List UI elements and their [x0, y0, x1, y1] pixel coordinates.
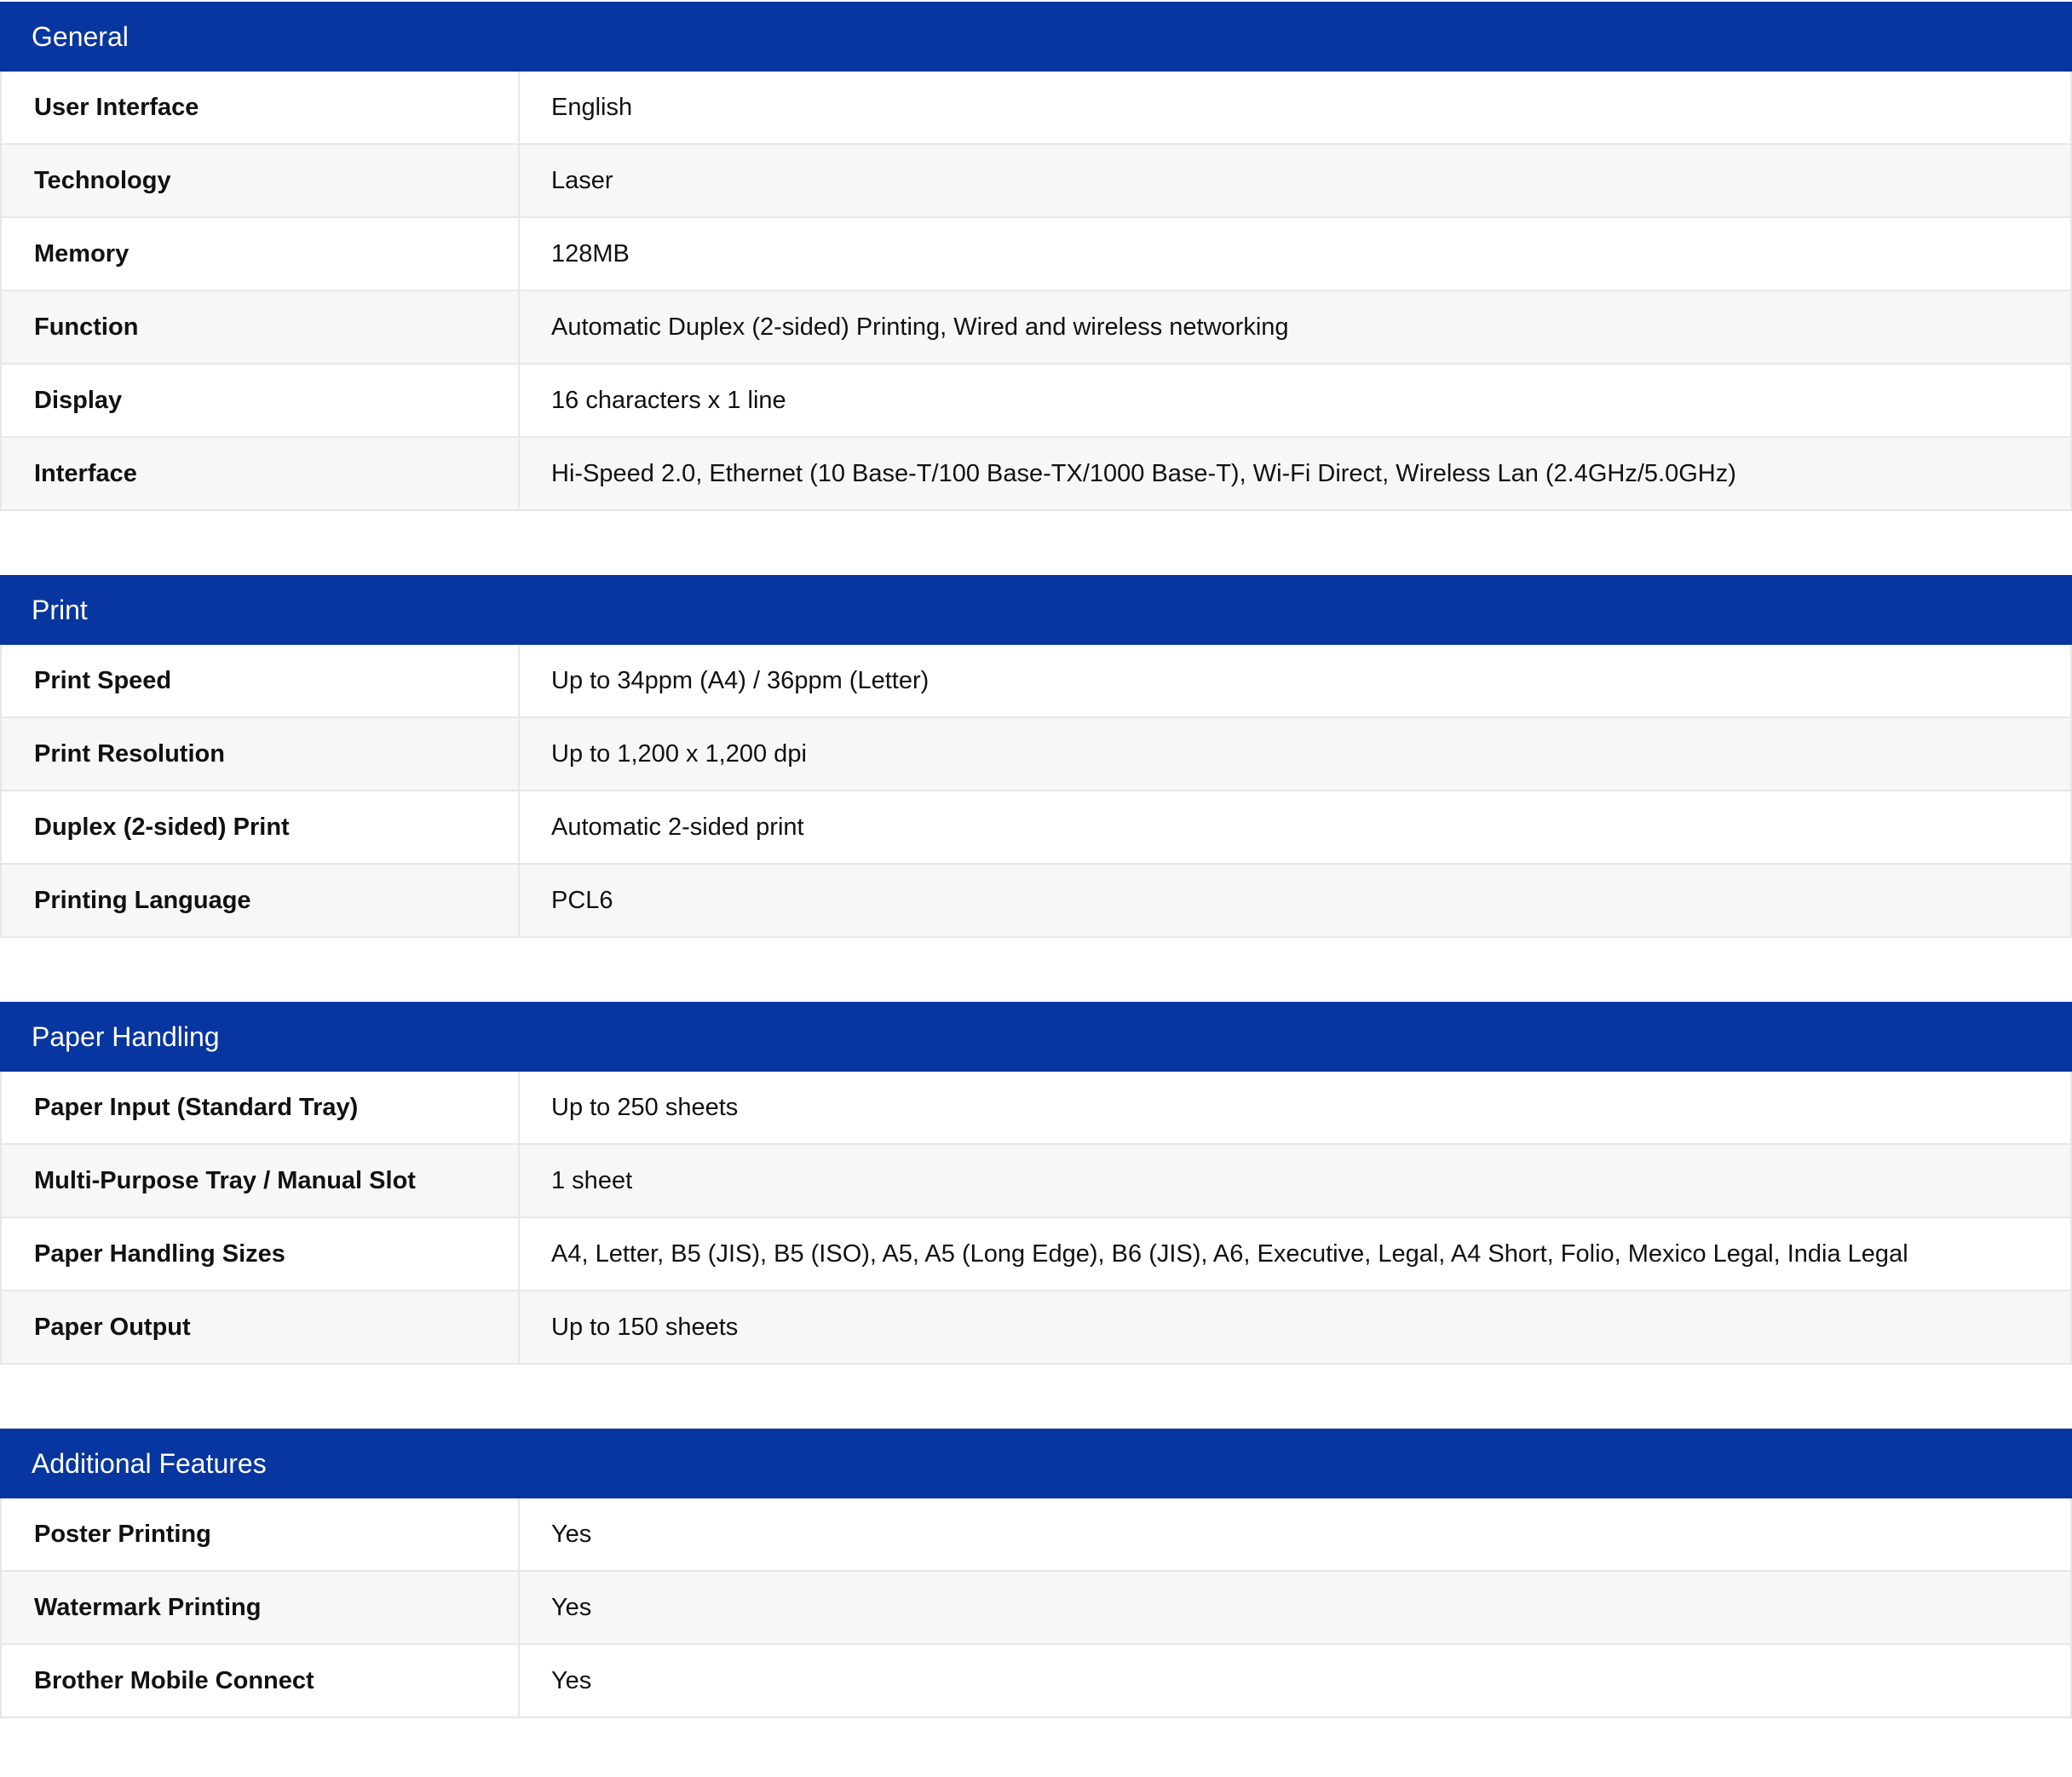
spec-value: 128MB	[551, 239, 630, 267]
spec-value: Up to 250 sheets	[551, 1093, 739, 1121]
spec-value: 1 sheet	[551, 1166, 633, 1194]
spec-table	[0, 645, 2072, 938]
spec-label: Poster Printing	[2, 1498, 520, 1570]
spec-value: 16 characters x 1 line	[551, 386, 786, 414]
spec-label: Memory	[2, 218, 520, 290]
spec-row	[2, 291, 2070, 365]
spec-value: English	[551, 93, 633, 121]
spec-row	[2, 791, 2070, 865]
spec-row	[2, 1218, 2070, 1291]
section-title: General	[0, 2, 2072, 72]
spec-row	[2, 438, 2070, 511]
spec-label: Duplex (2-sided) Print	[2, 791, 520, 863]
spec-label: Interface	[2, 438, 520, 509]
spec-row	[2, 645, 2070, 718]
spec-label: Paper Input (Standard Tray)	[2, 1072, 520, 1143]
spec-row	[2, 1498, 2070, 1572]
spec-value: Laser	[551, 166, 613, 194]
spec-label: Display	[2, 365, 520, 436]
spec-label: Technology	[2, 145, 520, 216]
spec-row	[2, 218, 2070, 291]
spec-row	[2, 1645, 2070, 1718]
spec-value: PCL6	[551, 886, 613, 914]
section-paper-handling	[0, 1002, 2072, 1365]
spec-label: Brother Mobile Connect	[2, 1645, 520, 1717]
spec-row	[2, 1291, 2070, 1365]
spec-value: Yes	[551, 1666, 592, 1694]
spec-row	[2, 365, 2070, 438]
spec-row	[2, 1572, 2070, 1645]
spec-row	[2, 865, 2070, 938]
spec-label: Print Speed	[2, 645, 520, 716]
spec-value: Yes	[551, 1593, 592, 1621]
section-general	[0, 2, 2072, 511]
spec-value: Automatic Duplex (2-sided) Printing, Wired and wireless networking	[551, 313, 1289, 341]
spec-value: Yes	[551, 1520, 592, 1548]
spec-label: Multi-Purpose Tray / Manual Slot	[2, 1145, 520, 1216]
spec-value: A4, Letter, B5 (JIS), B5 (ISO), A5, A5 (Long Edge), B6 (JIS), A6, Executive, Legal, A4 Short, Folio, Mexico Legal, India Legal	[551, 1239, 1908, 1268]
spec-row	[2, 1072, 2070, 1145]
section-print	[0, 575, 2072, 938]
spec-value: Up to 150 sheets	[551, 1313, 739, 1341]
section-additional-features	[0, 1429, 2072, 1718]
section-title: Print	[0, 575, 2072, 645]
section-title: Paper Handling	[0, 1002, 2072, 1072]
spec-label: Watermark Printing	[2, 1572, 520, 1643]
spec-label: User Interface	[2, 72, 520, 143]
spec-value: Up to 1,200 x 1,200 dpi	[551, 739, 807, 768]
spec-table	[0, 72, 2072, 511]
spec-value: Up to 34ppm (A4) / 36ppm (Letter)	[551, 666, 930, 694]
spec-table	[0, 1498, 2072, 1718]
spec-label: Paper Handling Sizes	[2, 1218, 520, 1290]
spec-label: Print Resolution	[2, 718, 520, 790]
spec-value: Hi-Speed 2.0, Ethernet (10 Base-T/100 Base-TX/1000 Base-T), Wi-Fi Direct, Wireless Lan (2.4GHz/5.0GHz)	[551, 459, 1736, 487]
spec-table	[0, 1072, 2072, 1365]
spec-value: Automatic 2-sided print	[551, 813, 804, 841]
section-title: Additional Features	[0, 1429, 2072, 1498]
spec-row	[2, 72, 2070, 145]
spec-row	[2, 1145, 2070, 1218]
spec-label: Paper Output	[2, 1291, 520, 1363]
spec-row	[2, 145, 2070, 218]
spec-label: Function	[2, 291, 520, 363]
spec-label: Printing Language	[2, 865, 520, 936]
spec-row	[2, 718, 2070, 791]
